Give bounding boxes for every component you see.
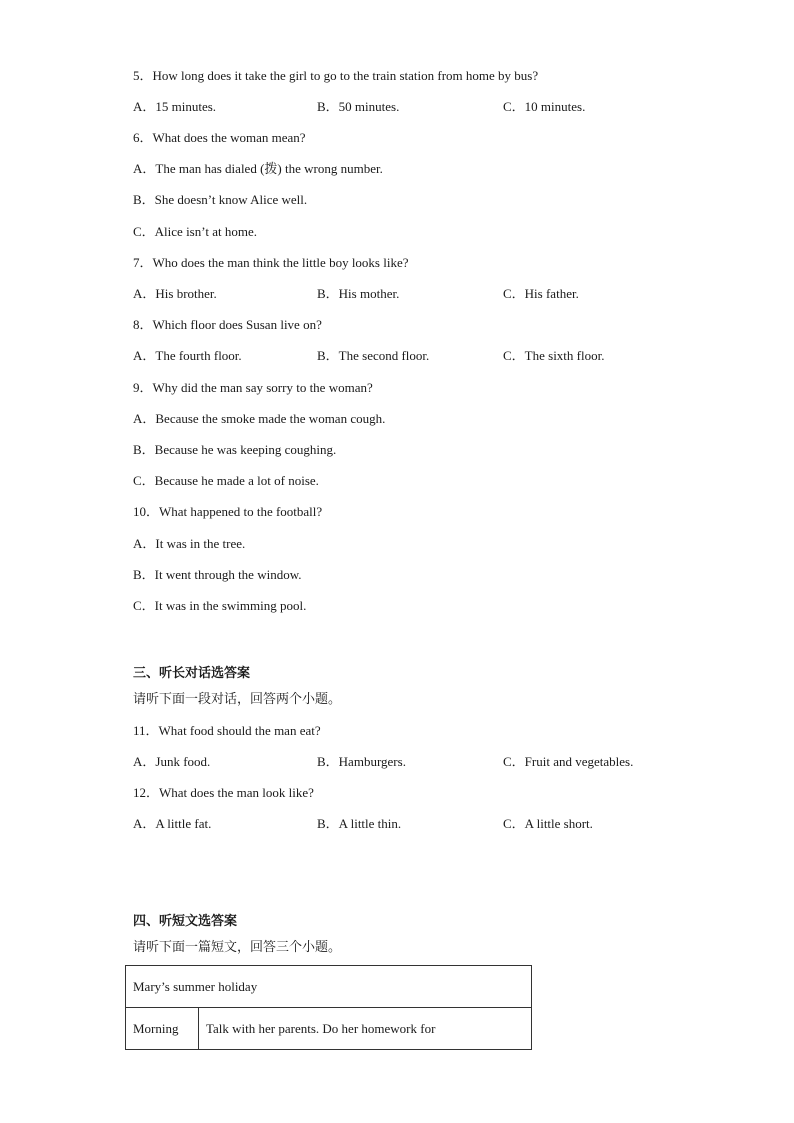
table-cell-label: Morning — [126, 1008, 199, 1050]
option-10b: B．It went through the window. — [133, 567, 302, 582]
option-9b: B．Because he was keeping coughing. — [133, 442, 337, 457]
question-number: 5． — [133, 68, 153, 83]
question-12 — [133, 785, 314, 801]
option-12b: B．A little thin. — [317, 816, 402, 831]
section-4-heading: 四、听短文选答案 — [133, 914, 238, 929]
option-5a: A．15 minutes. — [133, 99, 217, 114]
question-8 — [133, 317, 322, 333]
option-7a: A．His brother. — [133, 286, 217, 301]
section-3-instruction: 请听下面一段对话，回答两个小题。 — [133, 692, 342, 707]
question-number: 12． — [133, 785, 160, 800]
option-9a: A．Because the smoke made the woman cough. — [133, 411, 386, 426]
option-12c: C．A little short. — [503, 816, 593, 831]
question-number: 11． — [133, 723, 159, 738]
question-number: 10． — [133, 504, 160, 519]
option-11a: A．Junk food. — [133, 754, 211, 769]
question-9 — [133, 380, 373, 396]
option-6c: C．Alice isn’t at home. — [133, 224, 257, 239]
question-7 — [133, 255, 409, 271]
question-text: Which floor does Susan live on? — [152, 317, 322, 332]
question-text: What does the woman mean? — [152, 130, 306, 145]
option-8a: A．The fourth floor. — [133, 348, 242, 363]
question-10 — [133, 504, 322, 520]
question-5 — [133, 68, 538, 84]
question-number: 7． — [133, 255, 153, 270]
option-12a: A．A little fat. — [133, 816, 212, 831]
question-text: What food should the man eat? — [158, 723, 321, 738]
option-8c: C．The sixth floor. — [503, 348, 605, 363]
option-6b: B．She doesn’t know Alice well. — [133, 192, 308, 207]
question-6 — [133, 130, 306, 146]
option-10c: C．It was in the swimming pool. — [133, 598, 307, 613]
option-7c: C．His father. — [503, 286, 579, 301]
option-6a: A．The man has dialed (拨) the wrong number. — [133, 161, 383, 176]
question-text: What happened to the football? — [159, 504, 323, 519]
table-row — [126, 966, 532, 1008]
question-number: 9． — [133, 380, 153, 395]
question-text: Why did the man say sorry to the woman? — [152, 380, 373, 395]
option-5b: B．50 minutes. — [317, 99, 400, 114]
question-11 — [133, 723, 321, 739]
question-number: 8． — [133, 317, 153, 332]
table-cell-content: Talk with her parents. Do her homework for — [199, 1008, 532, 1050]
table-title: Mary’s summer holiday — [126, 966, 532, 1008]
question-number: 6． — [133, 130, 153, 145]
table-row — [126, 1008, 532, 1050]
option-7b: B．His mother. — [317, 286, 400, 301]
option-10a: A．It was in the tree. — [133, 536, 246, 551]
schedule-table — [125, 965, 532, 1050]
option-8b: B．The second floor. — [317, 348, 430, 363]
option-5c: C．10 minutes. — [503, 99, 586, 114]
question-text: How long does it take the girl to go to the train station from home by bus? — [152, 68, 539, 83]
section-4-instruction: 请听下面一篇短文，回答三个小题。 — [133, 940, 342, 955]
question-text: Who does the man think the little boy looks like? — [152, 255, 409, 270]
option-11c: C．Fruit and vegetables. — [503, 754, 634, 769]
option-9c: C．Because he made a lot of noise. — [133, 473, 319, 488]
section-3-heading: 三、听长对话选答案 — [133, 666, 251, 681]
question-text: What does the man look like? — [159, 785, 314, 800]
option-11b: B．Hamburgers. — [317, 754, 406, 769]
